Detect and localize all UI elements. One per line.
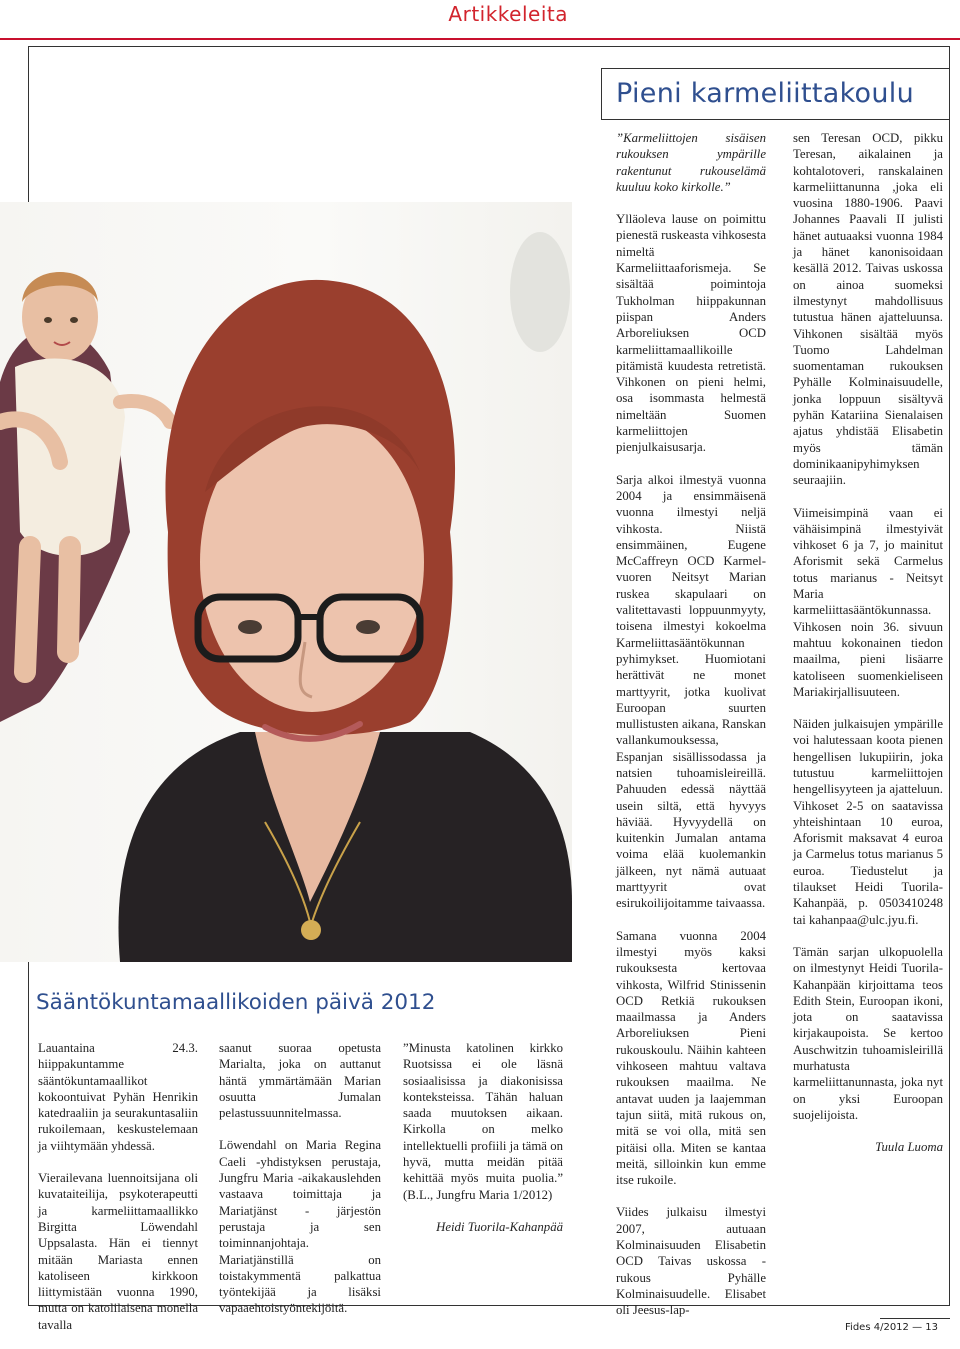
paragraph: Vierailevana luennoitsijana oli kuvataiteilija, psykoterapeutti ja karmeliittamaallikko Birgitta Löwendahl Uppsalasta. Hän ei tiennyt mitään Mariasta ennen katoliseen kirkkoon liittymistään vuonna 1990, mutta on katolilaisena monella tavalla xyxy=(38,1171,198,1332)
paragraph: Tämän sarjan ulkopuolella on ilmestynyt Heidi Tuorila-Kahanpään kirjoittama teos Edith Stein, Euroopan ikoni, jota on saatavissa kirjakaupoista. Se kertoo Auschwitzin tuhoamisleirillä murhatusta karmeliittanunnasta, joka nyt on yksi Euroopan suojelijoista. xyxy=(793,944,943,1122)
column-4 xyxy=(616,130,766,1334)
page-footer: Fides 4/2012 — 13 xyxy=(845,1322,938,1333)
paragraph: ”Minusta katolinen kirkko Ruotsissa ei ole läsnä sosiaalisissa ja diakonisissa konteksteissa. Tähän haluan saada muutoksen aikaan. Kirkolla on melko intellektuelli profiili ja tämä on hyvä, mutta meidän pitää kehittää myös muita puolia.” (B.L., Jungfru Maria 1/2012) xyxy=(403,1041,563,1202)
paragraph: Viimeisimpinä vaan ei vähäisimpinä ilmestyivät vihkoset 6 ja 7, jo mainitut Aforismit sekä Carmelus totus marianus - Neitsyt Maria karmeliittasääntökunnassa. Vihkosen noin 36. sivuun mahtuu kokonainen tiedon maailma, pieni lisäarre katoliseen suomenkieliseen Mariakirjallisuuteen. xyxy=(793,505,943,699)
statue xyxy=(0,272,170,722)
pull-quote: ”Karmeliittojen sisäisen rukouksen ympärille rakentunut rukouselämä kuuluu koko kirkolle.” xyxy=(616,131,766,194)
column-2 xyxy=(219,1040,381,1333)
footer-rule xyxy=(880,1318,950,1319)
author-signature: Tuula Luoma xyxy=(875,1140,943,1155)
wall-shadow xyxy=(510,232,570,352)
paragraph: Lauantaina 24.3. hiippakuntamme sääntökuntamaallikot kokoontuivat Pyhän Henrikin katedraaliin ja seurakuntasaliin rukoilemaan, keskustelemaan ja viihtymään yhdessä. xyxy=(38,1041,198,1153)
event-heading: Sääntökuntamaallikoiden päivä 2012 xyxy=(36,990,436,1015)
paragraph: sen Teresan OCD, pikku Teresan, aikalainen ja kohtalotoveri, ranskalainen karmeliittanunna ,joka eli vuosina 1880-1906. Paavi Johannes Paavali II julisti hänet autuaaksi vuonna 1984 ja hänet kanonisoidaan kesällä 2012. Taivas uskossa on ainoa suomeksi ilmestynyt mahdollisuus tutustua hänen ajatteluunsa. Vihkonen sisältää myös Tuomo Lahdelman suomentaman rukouksen Pyhälle Kolminaisuudelle, jonka loppuun sisältyvä pyhän Katariina Sienalaisen ajatus yhdistää Elisabetin myös tämän dominikaanipyhimyksen seuraajiin. xyxy=(793,131,943,488)
article-title: Pieni karmeliittakoulu xyxy=(616,78,914,109)
section-label: Artikkeleita xyxy=(448,2,568,26)
paragraph: Samana vuonna 2004 ilmestyi myös kaksi rukouksesta kertovaa vihkosta, Wilfrid Stinissenin OCD Retkiä rukouksen maailmassa ja Anders Arboreliuksen Pieni rukouskoulu. Näihin kahteen vihkoseen mahtuu valtava rukouksen maailma. Ne antavat uuden ja laajemman tajun siitä, mitä rukous on, mitä se voi olla, mitä sen pitäisi olla. Miten se kantaa meitä, silloinkin kun emme itse rukoile. xyxy=(616,928,766,1188)
paragraph: Näiden julkaisujen ympärille voi halutessaan koota pienen hengellisen lukupiirin, joka tutustuu karmeliittojen hengellisyyteen ja ajatteluun. Vihkoset 2-5 on saatavissa yhteishintaan 10 euroa, Aforismit maksavat 4 euroa ja Carmelus totus marianus 5 euroa. Tiedustelut ja tilaukset Heidi Tuorila-Kahanpää, p. 0503410248 tai kahanpaa@ulc.jyu.fi. xyxy=(793,717,943,927)
header-rule xyxy=(0,38,960,40)
author-signature: Heidi Tuorila-Kahanpää xyxy=(436,1219,563,1234)
portrait-illustration xyxy=(0,202,572,962)
paragraph: Ylläoleva lause on poimittu pienestä ruskeasta vihkosesta nimeltä Karmeliittaaforismeja. Se sisältää poimintoja Tukholman hiippakunnan piispan Anders Arboreliuksen OCD karmeliittamaallikoille pitämistä kuudesta retretistä. Vihkonen on pieni helmi, osa isommasta helmestä nimeltään Suomen karmeliittojen pienjulkaisusarja. xyxy=(616,212,766,455)
column-5 xyxy=(793,130,943,1172)
portrait-photo xyxy=(0,202,572,962)
column-1 xyxy=(38,1040,198,1349)
paragraph: Löwendahl on Maria Regina Caeli -yhdistyksen perustaja, Jungfru Maria -aikakauslehden vastaava toimittaja ja Mariatjänst - järjestön perustaja ja sen toiminnanjohtaja. Mariatjänstillä on toistakymmentä palkattua työntekijää ja lisäksi vapaaehtoistyöntekijöitä. xyxy=(219,1138,381,1316)
woman xyxy=(119,280,573,962)
paragraph: saanut suoraa opetusta Marialta, joka on auttanut häntä ymmärtämään Marian osuutta Jumalan pelastussuunnitelmassa. xyxy=(219,1041,381,1121)
paragraph: Sarja alkoi ilmestyä vuonna 2004 ja ensimmäisenä vuonna ilmestyi neljä vihkosta. Niistä ensimmäinen, Eugene McCaffreyn OCD Karmel-vuoren Neitsyt Marian ruskea skapulaari on valitettavasti loppuunmyyty, toisena ilmestyi kokoelma Karmeliittasääntökunnan pyhimykset. Huomiotani herättivät ne monet marttyyrit, jotka kuolivat Euroopan suurten mullistusten aikana, Ranskan vallankumouksessa, Espanjan sisällissodassa ja natsien tuhoamisleireillä. Pahuuden edessä näyttää usein siltä, että hyvyys häviää. Hyvyydellä on kuitenkin Jumalan antama voima elää kuolemankin jälkeen, nyt nämä autuaat marttyyrit ovat esirukoilijoitamme taivaassa. xyxy=(616,472,766,911)
paragraph: Viides julkaisu ilmestyi 2007, autuaan Kolminaisuuden Elisabetin OCD Taivas uskossa - rukous Pyhälle Kolminaisuudelle. Elisabet oli Jeesus-lap- xyxy=(616,1205,766,1318)
column-3 xyxy=(403,1040,563,1251)
